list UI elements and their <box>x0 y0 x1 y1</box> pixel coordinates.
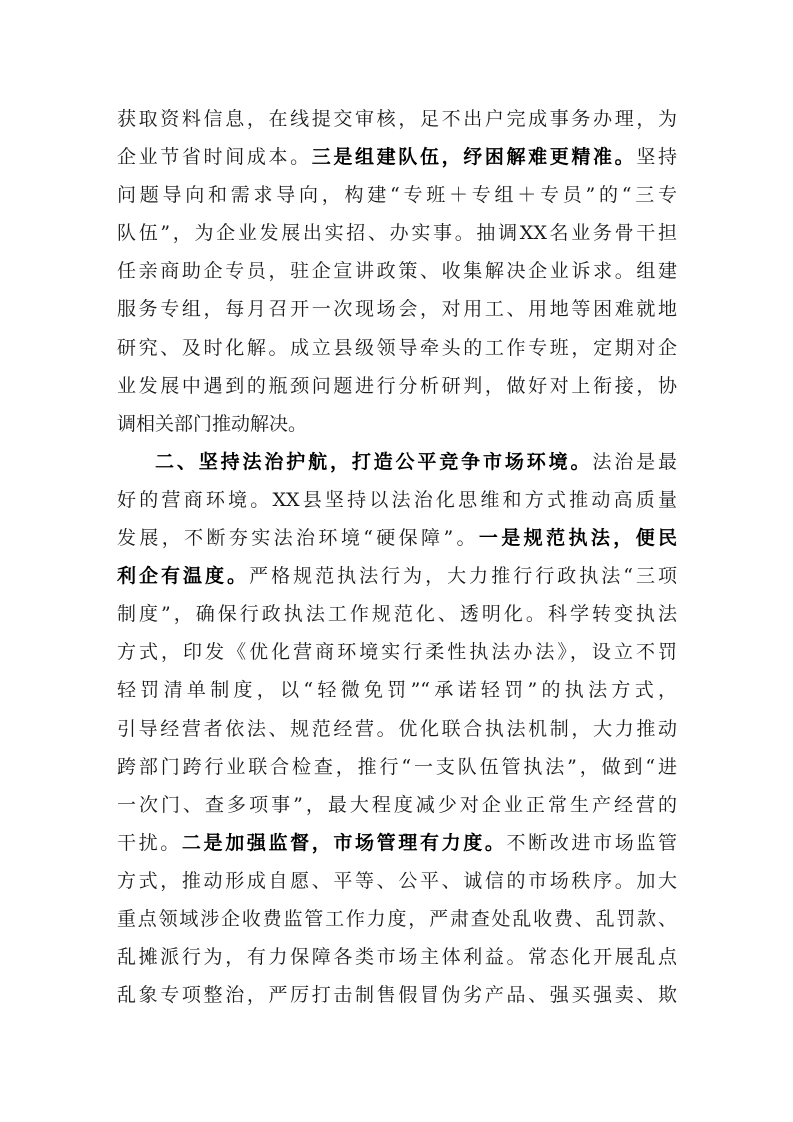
text-line <box>117 252 677 290</box>
text-line <box>117 138 677 176</box>
bold-heading-text: 一是规范执法，便民 <box>478 527 677 550</box>
text-line <box>117 100 677 138</box>
text-line <box>117 290 677 328</box>
text-line <box>117 862 677 900</box>
text-line <box>117 367 677 405</box>
text-line <box>117 595 677 633</box>
text-line <box>117 557 677 595</box>
body-text: 严格规范执法行为，大力推行行政执法“三项 <box>249 565 677 588</box>
body-text: 乱摊派行为，有力保障各类市场主体利益。常态化开展乱点 <box>117 946 677 969</box>
text-line <box>117 214 677 252</box>
body-text: 干扰。 <box>117 831 182 854</box>
text-line <box>117 938 677 976</box>
body-text: 任亲商助企专员，驻企宣讲政策、收集解决企业诉求。组建 <box>117 260 677 283</box>
body-text: 一次门、查多项事”，最大程度减少对企业正常生产经营的 <box>117 793 677 816</box>
bold-heading-text: 二、坚持法治护航，打造公平竞争市场环境。 <box>155 450 593 473</box>
text-line <box>117 710 677 748</box>
body-text: 问题导向和需求导向，构建“专班＋专组＋专员”的“三专 <box>117 184 677 207</box>
body-text: 乱象专项整治，严厉打击制售假冒伪劣产品、强买强卖、欺 <box>117 984 677 1007</box>
body-text: 重点领域涉企收费监管工作力度，严肃查处乱收费、乱罚款、 <box>117 907 677 930</box>
text-line <box>117 176 677 214</box>
document-body <box>117 100 677 1014</box>
text-line <box>117 976 677 1014</box>
body-text: 服务专组，每月召开一次现场会，对用工、用地等困难就地 <box>117 298 677 321</box>
body-text: 发展，不断夯实法治环境“硬保障”。 <box>117 527 479 550</box>
body-text: 调相关部门推动解决。 <box>117 412 308 435</box>
text-line <box>117 786 677 824</box>
body-text: 企业节省时间成本。 <box>117 146 312 169</box>
body-text: 好的营商环境。XX县坚持以法治化思维和方式推动高质量 <box>117 488 677 511</box>
text-line <box>117 329 677 367</box>
bold-heading-text: 二是加强监督，市场管理有力度。 <box>181 831 507 854</box>
bold-heading-text: 三是组建队伍，纾困解难更精准。 <box>311 146 637 169</box>
text-line <box>117 633 677 671</box>
body-text: 坚持 <box>636 146 677 169</box>
text-line <box>117 405 677 443</box>
body-text: 获取资料信息，在线提交审核，足不出户完成事务办理，为 <box>117 108 677 130</box>
text-line <box>117 443 677 481</box>
text-line <box>117 671 677 709</box>
bold-heading-text: 利企有温度。 <box>117 565 250 588</box>
body-text: 法治是最 <box>592 450 677 473</box>
body-text: 不断改进市场监管 <box>506 831 677 854</box>
body-text: 引导经营者依法、规范经营。优化联合执法机制，大力推动 <box>117 717 677 740</box>
text-line <box>117 481 677 519</box>
text-line <box>117 519 677 557</box>
body-text: 跨部门跨行业联合检查，推行“一支队伍管执法”，做到“进 <box>117 755 677 778</box>
body-text: 方式，印发《优化营商环境实行柔性执法办法》，设立不罚 <box>117 641 677 664</box>
text-line <box>117 824 677 862</box>
body-text: 制度”，确保行政执法工作规范化、透明化。科学转变执法 <box>117 603 677 626</box>
text-line <box>117 748 677 786</box>
body-text: 业发展中遇到的瓶颈问题进行分析研判，做好对上衔接，协 <box>117 374 677 397</box>
body-text: 队伍”，为企业发展出实招、办实事。抽调XX名业务骨干担 <box>117 222 677 245</box>
text-line <box>117 900 677 938</box>
body-text: 轻罚清单制度，以“轻微免罚”“承诺轻罚”的执法方式， <box>117 679 677 702</box>
body-text: 方式，推动形成自愿、平等、公平、诚信的市场秩序。加大 <box>117 869 677 892</box>
body-text: 研究、及时化解。成立县级领导牵头的工作专班，定期对企 <box>117 336 677 359</box>
